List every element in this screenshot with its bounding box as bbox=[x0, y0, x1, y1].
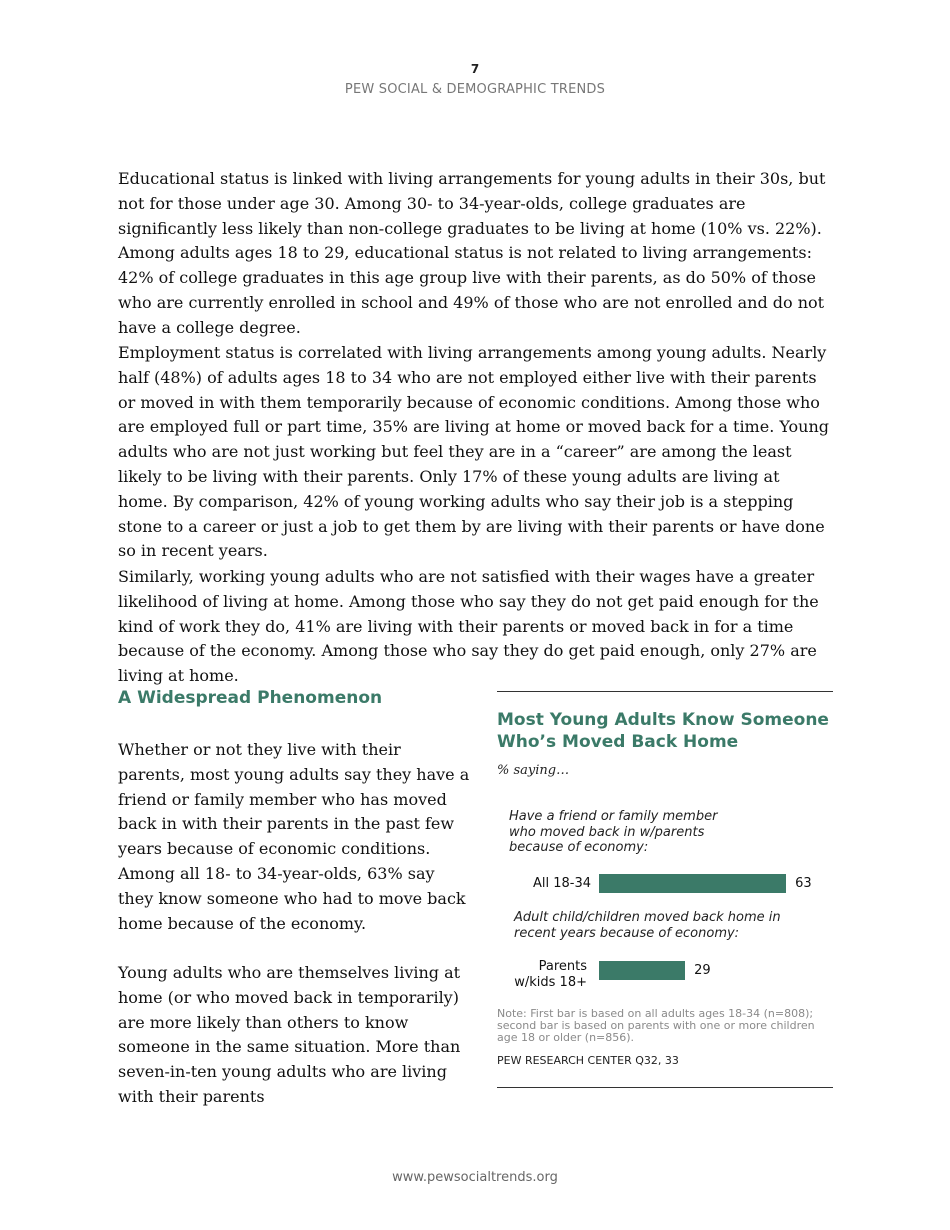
body-paragraph-2: Employment status is correlated with living arrangements among young adults. Nearly half (48%) of adults ages 18 to 34 who are not employed either live with their parents or moved in with them temporarily because of economic conditions. Among those who are employed full or part time, 35% are living at home or moved back for a time. Young adults who are not just working but feel they are in a “career” are among the least likely to be living with their parents. Only 17% of these young adults are living at home. By comparison, 42% of young working adults who say their job is a stepping stone to a career or just a job to get them by are living with their parents or have done so in recent years. bbox=[118, 343, 830, 561]
chart-title: Most Young Adults Know Someone Who’s Moved Back Home bbox=[497, 710, 829, 752]
chart-bar-label-1: All 18-34 bbox=[532, 876, 591, 891]
column-paragraph-1: Whether or not they live with their parents, most young adults say they have a friend or family member who has moved back in with their parents in the past few years because of economic conditions. Among all 18- to 34-year-olds, 63% say they know someone who had to move back home because of the economy. bbox=[118, 740, 470, 933]
chart-figure bbox=[497, 691, 833, 1088]
chart-group-label-1: Have a friend or family member who moved back in w/parents because of economy: bbox=[509, 809, 718, 855]
body-paragraph-3: Similarly, working young adults who are not satisfied with their wages have a greater likelihood of living at home. Among those who say they do not get paid enough for the kind of work they do, 41% are living with their parents or moved back in for a time because of the economy. Among those who say they do get paid enough, only 27% are living at home. bbox=[118, 567, 819, 686]
page-number: 7 bbox=[470, 62, 480, 76]
section-heading: A Widespread Phenomenon bbox=[118, 688, 383, 708]
chart-bar-parents-w-kids bbox=[599, 961, 685, 980]
body-paragraph-1: Educational status is linked with living arrangements for young adults in their 30s, but not for those under age 30. Among 30- to 34-year-olds, college graduates are significantly less likely than non-college graduates to be living at home (10% vs. 22%). Among adults ages 18 to 29, educational status is not related to living arrangements: 42% of college graduates in this age group live with their parents, as do 50% of those who are currently enrolled in school and 49% of those who are not enrolled and do not have a college degree. bbox=[118, 169, 826, 337]
chart-bar-label-2: Parents w/kids 18+ bbox=[514, 959, 587, 990]
column-paragraph-2: Young adults who are themselves living at home (or who moved back in temporarily) are more likely than others to know someone in the same situation. More than seven-in-ten young adults who are living with their parents bbox=[118, 963, 461, 1106]
chart-note: Note: First bar is based on all adults ages 18-34 (n=808); second bar is based on parents with one or more children age 18 or older (n=856). bbox=[497, 1007, 815, 1044]
chart-bar-value-1: 63 bbox=[795, 876, 812, 891]
chart-bar-value-2: 29 bbox=[694, 963, 711, 978]
chart-bar-all-18-34 bbox=[599, 874, 786, 893]
running-head: PEW SOCIAL & DEMOGRAPHIC TRENDS bbox=[344, 82, 606, 97]
chart-group-label-2: Adult child/children moved back home in recent years because of economy: bbox=[514, 910, 781, 941]
chart-source: PEW RESEARCH CENTER Q32, 33 bbox=[497, 1054, 679, 1067]
footer-url[interactable]: www.pewsocialtrends.org bbox=[392, 1170, 558, 1185]
chart-subtitle: % saying… bbox=[497, 763, 570, 778]
